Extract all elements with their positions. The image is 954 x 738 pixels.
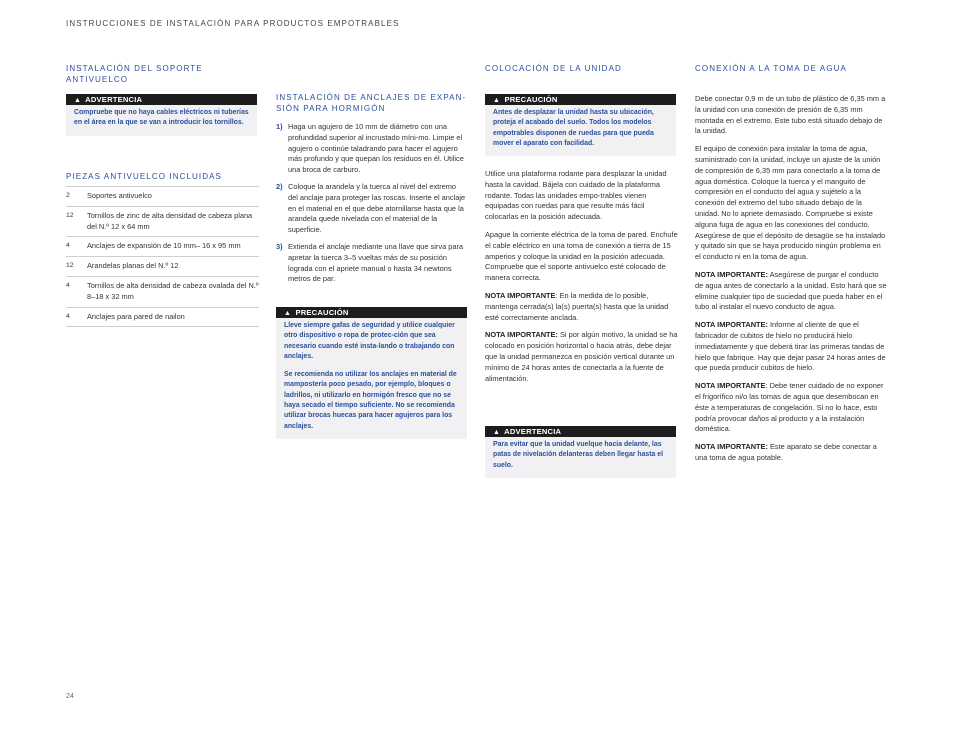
note-label: NOTA IMPORTANTE: (485, 330, 558, 340)
caution-box (485, 94, 676, 156)
paragraph: Debe conectar 0,9 m de un tubo de plástico de 6,35 mm a la unidad con una conexión de presión de 6,35 mm montada en el extremo. Este tubo está situado debajo de la unidad. (695, 94, 886, 136)
note (695, 381, 887, 435)
note-text: Informe al cliente de que el fabricador de cubitos de hielo no producirá hielo inmediatamente y que deberá tirar las primeras tandas de hielo que fabrique. Hay que dejar pasar 24 horas antes de que pueda producir cubitos de hielo. (695, 320, 886, 373)
warning-label: ADVERTENCIA (504, 427, 562, 436)
warning-text: Compruebe que no haya cables eléctricos ni tuberías en el área en la que se van a introducir los tornillos. (74, 109, 249, 127)
warning-icon: ▲ (284, 310, 292, 317)
step-number: 3) (276, 241, 283, 251)
caution-label: PRECAUCIÓN (295, 308, 349, 317)
caution-header (276, 307, 467, 318)
warning-icon: ▲ (74, 97, 82, 104)
note-label: NOTA IMPORTANTE (695, 381, 766, 391)
part-qty: 4 (66, 307, 87, 327)
step-text: Coloque la arandela y la tuerca al nivel del extremo del anclaje para proteger las roscas. Inserte el anclaje en el material en el que debe atornillarse hasta que la arandela quede nivelada con el material de la superficie. (288, 181, 466, 235)
title-line: INSTALACIÓN DEL SOPORTE (66, 64, 203, 73)
section-title-agua: CONEXIÓN A LA TOMA DE AGUA (695, 64, 847, 73)
warning-box (66, 94, 257, 136)
note (695, 442, 887, 464)
title-line: INSTALACIÓN DE ANCLAJES DE EXPAN- (276, 93, 467, 102)
note-text: Este aparato se debe conectar a una toma de agua potable. (695, 442, 877, 462)
note-label: NOTA IMPORTANTE: (695, 442, 768, 452)
note (695, 270, 887, 313)
note (485, 330, 678, 384)
part-qty: 2 (66, 187, 87, 207)
part-desc: Anclajes para pared de nailon (87, 307, 259, 327)
table-row (66, 307, 259, 327)
table-row (66, 187, 259, 207)
caution-header (485, 94, 676, 105)
table-row (66, 237, 259, 257)
section-title-anclajes (276, 92, 467, 114)
note-label: NOTA IMPORTANTE: (695, 269, 768, 279)
warning-label: ADVERTENCIA (85, 95, 143, 104)
part-desc: Tornillos de alta densidad de cabeza ovalada del N.º 8–18 x 32 mm (87, 276, 259, 307)
warning-header (485, 426, 676, 437)
list-item (276, 182, 467, 236)
paragraph: El equipo de conexión para instalar la toma de agua, suministrado con la unidad, incluye un ajuste de la unión de compresión de 6,35 mm para conectarlo a la toma de agua doméstica. Coloque la tuerca y el manguito de compresión en el conducto del agua y sujételo a la conexión del extremo del tubo situado debajo de la unidad. No lo apriete demasiado. Compruebe si existe alguna fuga de agua en las conexiones del conducto. Asegúrese de que el depósito de desagüe se ha instalado y quitado sin que se haya producido ningún problema en el conducto ni en la toma de agua. (695, 144, 886, 262)
part-desc: Soportes antivuelco (87, 187, 259, 207)
note-label: NOTA IMPORTANTE (485, 290, 556, 300)
warning-icon: ▲ (493, 429, 501, 436)
part-qty: 12 (66, 206, 87, 237)
caution-text: Antes de desplazar la unidad hasta su ubicación, proteja el acabado del suelo. Todos los modelos empotrables disponen de ruedas para que pueda mover el aparato con facilidad. (493, 109, 654, 147)
warning-header (66, 94, 257, 105)
note-label: NOTA IMPORTANTE: (695, 320, 768, 330)
step-number: 2) (276, 181, 283, 191)
part-desc: Arandelas planas del N.º 12 (87, 257, 259, 277)
step-text: Haga un agujero de 10 mm de diámetro con una profundidad superior al incrustado míni-mo. Limpie el agujero o continúe taladrando para hacer el agujero más profundo y que quepan los residuos en él. Utilice una broca de carburo. (288, 122, 464, 175)
warning-box (485, 426, 676, 478)
note-text: Asegúrese de purgar el conducto de agua antes de conectarlo a la unidad. Esto hará que se elimine cualquier tipo de suciedad que pueda haber en el tubo al instalar el nuevo conducto de agua. (695, 269, 887, 312)
note-text: : Debe tener cuidado de no exponer el frigorífico ni/o las tomas de agua que desembocan en éste a temperaturas de congelación. Si no lo hace, esto podría provocar daños al producto y a la instalación doméstica. (695, 381, 884, 434)
table-row (66, 206, 259, 237)
list-item (276, 242, 467, 285)
section-title-colocacion: COLOCACIÓN DE LA UNIDAD (485, 64, 622, 73)
part-qty: 4 (66, 276, 87, 307)
page-header: INSTRUCCIONES DE INSTALACIÓN PARA PRODUCTOS EMPOTRABLES (66, 19, 400, 28)
part-qty: 12 (66, 257, 87, 277)
parts-table (66, 186, 259, 327)
caution-text: Se recomienda no utilizar los anclajes en material de mampostería poco pesado, por ejemplo, bloques o ladrillos, ni utilizarlo en hormigón fresco que no se haya secado el tiempo suficiente. No se recomienda utilizar brocas huecas para hacer agujeros para los anclajes. (284, 371, 457, 430)
parts-title: PIEZAS ANTIVUELCO INCLUIDAS (66, 172, 222, 181)
warning-icon: ▲ (493, 97, 501, 104)
page-number: 24 (66, 693, 74, 700)
title-line: ANTIVUELCO (66, 75, 129, 84)
note (485, 291, 678, 323)
step-number: 1) (276, 122, 283, 131)
title-line: SIÓN PARA HORMIGÓN (276, 104, 386, 113)
section-title-soporte (66, 63, 259, 85)
table-row (66, 257, 259, 277)
part-desc: Anclajes de expansión de 10 mm– 16 x 95 mm (87, 237, 259, 257)
list-item (276, 122, 467, 176)
part-desc: Tornillos de zinc de alta densidad de cabeza plana del N.º 12 x 64 mm (87, 206, 259, 237)
part-qty: 4 (66, 237, 87, 257)
warning-text: Para evitar que la unidad vuelque hacia delante, las patas de nivelación delanteras deben llegar hasta el suelo. (493, 441, 664, 469)
steps-list (276, 122, 467, 291)
caution-text: Lleve siempre gafas de seguridad y utilice cualquier otro dispositivo o ropa de protec-ción que sea necesario cuando esté insta-lando o trabajando con anclajes. (284, 322, 455, 360)
step-text: Extienda el anclaje mediante una llave que sirva para apretar la tuerca 3–5 vueltas más de su posición lograda con el apriete manual o hasta 34 newtons metros de par. (288, 241, 464, 284)
note-text: : En la medida de lo posible, mantenga cerrada(s) la(s) puerta(s) hasta que la unidad esté correctamente anclada. (485, 290, 669, 322)
table-row (66, 276, 259, 307)
paragraph: Utilice una plataforma rodante para desplazar la unidad hasta la cavidad. Bájela con cuidado de la plataforma rodante. Todas las unidades empo-trables vienen equipadas con ruedas para que resulte más fácil colocarlas en la posición adecuada. (485, 169, 667, 222)
note (695, 320, 887, 374)
note-text: Si por algún motivo, la unidad se ha colocado en posición horizontal o hacia atrás, debe dejar que la unidad permanezca en posición vertical durante un mínimo de 24 horas antes de conectarla a la fuente de alimentación. (485, 330, 678, 383)
caution-box (276, 307, 467, 439)
paragraph: Apague la corriente eléctrica de la toma de pared. Enchufe el cable eléctrico en una toma de conexión a tierra de 15 amperios y coloque la unidad en la posición adecuada. Compruebe que el soporte antivuelco esté colocado de manera correcta. (485, 229, 678, 283)
caution-label: PRECAUCIÓN (504, 95, 558, 104)
